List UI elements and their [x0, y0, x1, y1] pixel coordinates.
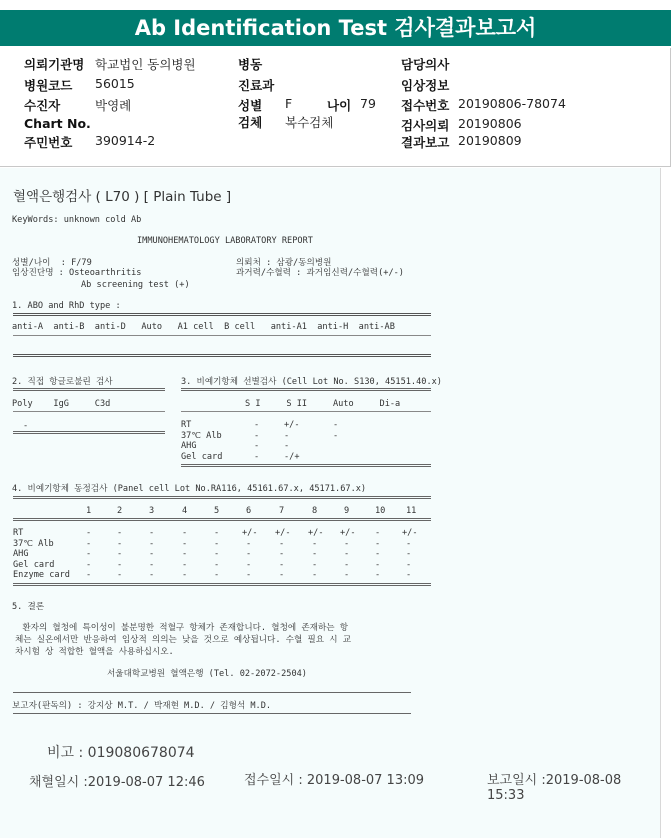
panel-cell: -	[279, 559, 285, 570]
sex-age-line: 성별/나이 : F/79	[12, 258, 92, 268]
screen-title: 3. 비예기항체 선별검사 (Cell Lot No. S130, 45151.40.x)	[181, 377, 442, 387]
divider	[13, 431, 165, 434]
divider	[13, 496, 431, 499]
reported-time: 보고일시 :2019-08-08 15:33	[487, 773, 622, 803]
panel-row-label: Gel card	[13, 559, 55, 570]
report-title: Ab Identification Test 검사결과보고서	[134, 16, 537, 40]
report-body	[0, 168, 661, 838]
abo-title: 1. ABO and RhD type :	[12, 301, 121, 311]
received-time: 접수일시 : 2019-08-07 13:09	[244, 773, 425, 788]
specimen-label: 검체	[238, 115, 263, 130]
requester-value: 학교법인 동의병원	[95, 57, 196, 72]
reporter-line: 보고자(판독의) : 강지상 M.T. / 박재현 M.D. / 김형석 M.D.	[12, 701, 272, 711]
specimen-value: 복수검체	[285, 115, 334, 130]
info-row	[0, 116, 670, 134]
panel-column-header: 6	[246, 506, 252, 516]
panel-column-header: 5	[214, 506, 220, 516]
hospital-code-value: 56015	[95, 76, 135, 91]
screen-cell: -	[254, 441, 260, 451]
panel-column-header: 1	[86, 506, 92, 516]
panel-cell: -	[344, 549, 350, 559]
requester-line: 의뢰처 : 삼광/동의병원	[236, 258, 332, 268]
resident-no-label: 주민번호	[24, 135, 73, 150]
panel-cell: +/-	[340, 528, 356, 538]
report-header	[0, 10, 671, 46]
abo-header: anti-A anti-B anti-D Auto A1 cell B cell anti-A1 anti-H anti-AB	[12, 322, 395, 332]
panel-row-label: RT	[13, 528, 24, 538]
panel-cell: -	[149, 538, 155, 549]
clinical-info-label: 임상정보	[401, 78, 450, 93]
panel-cell: -	[117, 538, 123, 549]
panel-cell: -	[117, 549, 123, 559]
panel-cell: -	[246, 570, 252, 580]
panel-cell: -	[312, 559, 318, 570]
conclusion-line-2: 체는 실온에서만 반응하여 임상적 의의는 낮을 것으로 예상됩니다. 수혈 필요 시 교	[15, 635, 352, 645]
divider	[13, 583, 431, 586]
panel-title: 4. 비예기항체 동정검사 (Panel cell Lot No.RA116, 45161.67.x, 45171.67.x)	[12, 484, 367, 494]
panel-column-header: 4	[182, 506, 188, 516]
panel-cell: -	[406, 549, 412, 559]
test-request-label: 검사의뢰	[401, 118, 450, 133]
panel-cell: -	[375, 559, 381, 570]
screen-row-label: RT	[181, 420, 192, 430]
panel-cell: -	[406, 538, 412, 549]
dat-title: 2. 직접 항글로불린 검사	[12, 377, 113, 387]
panel-cell: +/-	[242, 528, 258, 538]
panel-cell: -	[182, 570, 188, 580]
panel-cell: -	[246, 559, 252, 570]
panel-cell: +/-	[275, 528, 291, 538]
panel-cell: -	[312, 570, 318, 580]
panel-cell: -	[117, 570, 123, 580]
screen-cell: -	[333, 420, 339, 430]
panel-cell: -	[214, 549, 220, 559]
panel-column-header: 7	[279, 506, 285, 516]
screen-row-label: 37℃ Alb	[181, 430, 222, 441]
screening-line: Ab screening test (+)	[81, 280, 190, 290]
section-title: 혈액은행검사 ( L70 ) [ Plain Tube ]	[13, 189, 232, 205]
age-label: 나이	[327, 98, 352, 113]
panel-cell: -	[312, 538, 318, 549]
panel-cell: -	[214, 570, 220, 580]
panel-cell: +/-	[308, 528, 324, 538]
divider	[13, 713, 411, 714]
panel-cell: -	[246, 549, 252, 559]
panel-column-header: 3	[149, 506, 155, 516]
diagnosis-line: 임상진단명 : Osteoarthritis	[12, 268, 142, 278]
lab-report-title: IMMUNOHEMATOLOGY LABORATORY REPORT	[137, 236, 313, 246]
requester-label: 의뢰기관명	[24, 57, 85, 72]
panel-cell: -	[279, 549, 285, 559]
panel-column-header: 10	[375, 506, 386, 516]
panel-cell: -	[182, 528, 188, 538]
panel-cell: -	[182, 549, 188, 559]
panel-cell: -	[312, 549, 318, 559]
doctor-label: 담당의사	[401, 57, 450, 72]
panel-cell: -	[406, 559, 412, 570]
panel-cell: -	[149, 528, 155, 538]
conclusion-line-3: 차시험 상 적합한 혈액을 사용하십시오.	[15, 647, 174, 657]
history-line: 과거력/수혈력 : 과거임신력/수혈력(+/-)	[236, 268, 404, 278]
panel-cell: -	[214, 528, 220, 538]
info-row	[0, 76, 670, 94]
test-request-value: 20190806	[458, 116, 522, 131]
panel-cell: -	[279, 538, 285, 549]
chart-no-label: Chart No.	[24, 116, 91, 131]
panel-cell: -	[375, 528, 381, 538]
dat-header: Poly IgG C3d	[12, 399, 111, 409]
panel-cell: -	[344, 559, 350, 570]
screen-cell: -/+	[284, 451, 300, 462]
receipt-no-value: 20190806-78074	[458, 96, 566, 111]
panel-cell: -	[117, 559, 123, 570]
panel-cell: -	[344, 570, 350, 580]
divider	[13, 518, 431, 521]
note-line: 비고 : 019080678074	[47, 745, 195, 761]
panel-column-header: 11	[406, 506, 417, 516]
panel-cell: +/-	[402, 528, 418, 538]
hospital-code-label: 병원코드	[24, 78, 73, 93]
panel-cell: -	[86, 549, 92, 559]
bloodbank-line: 서울대학교병원 혈액은행 (Tel. 02-2072-2504)	[107, 669, 307, 679]
screen-cell: -	[254, 430, 260, 441]
divider	[181, 388, 431, 391]
divider	[13, 335, 431, 336]
screen-cell: -	[284, 441, 290, 451]
panel-cell: -	[214, 538, 220, 549]
screen-cell: -	[254, 451, 260, 462]
panel-cell: -	[86, 528, 92, 538]
collected-time: 채혈일시 :2019-08-07 12:46	[29, 775, 205, 790]
panel-column-header: 9	[344, 506, 350, 516]
screen-cell: +/-	[284, 420, 300, 430]
panel-column-header: 8	[312, 506, 318, 516]
panel-cell: -	[182, 538, 188, 549]
panel-cell: -	[149, 570, 155, 580]
sex-label: 성별	[238, 98, 263, 113]
patient-value: 박영례	[95, 98, 132, 113]
info-row	[0, 55, 670, 73]
department-label: 진료과	[238, 78, 275, 93]
panel-cell: -	[406, 570, 412, 580]
panel-row-label: AHG	[13, 549, 29, 559]
panel-cell: -	[344, 538, 350, 549]
divider	[181, 411, 431, 412]
panel-cell: -	[86, 538, 92, 549]
conclusion-title: 5. 결론	[12, 602, 45, 612]
panel-row-label: 37℃ Alb	[13, 538, 54, 549]
screen-header: S I S II Auto Di-a	[245, 399, 401, 409]
divider	[181, 464, 431, 467]
conclusion-line-1: 환자의 혈청에 특이성이 불분명한 적혈구 항체가 존재합니다. 혈청에 존재하는 항	[12, 623, 349, 633]
panel-cell: -	[149, 559, 155, 570]
divider	[13, 354, 431, 357]
panel-cell: -	[375, 538, 381, 549]
ward-label: 병동	[238, 57, 263, 72]
panel-cell: -	[246, 538, 252, 549]
divider	[13, 411, 165, 412]
info-row	[0, 133, 670, 151]
age-value: 79	[360, 96, 376, 111]
screen-row-label: AHG	[181, 441, 197, 451]
divider	[13, 313, 431, 316]
resident-no-value: 390914-2	[95, 133, 156, 148]
panel-cell: -	[375, 549, 381, 559]
result-report-value: 20190809	[458, 133, 522, 148]
panel-cell: -	[375, 570, 381, 580]
panel-cell: -	[149, 549, 155, 559]
screen-cell: -	[333, 430, 339, 441]
panel-cell: -	[214, 559, 220, 570]
receipt-no-label: 접수번호	[401, 98, 450, 113]
panel-column-header: 2	[117, 506, 123, 516]
keywords: KeyWords: unknown cold Ab	[12, 215, 142, 225]
result-report-label: 결과보고	[401, 135, 450, 150]
divider	[13, 388, 165, 391]
screen-cell: -	[254, 420, 260, 430]
panel-cell: -	[117, 528, 123, 538]
dat-value: -	[23, 421, 29, 431]
panel-row-label: Enzyme card	[13, 570, 70, 580]
screen-row-label: Gel card	[181, 451, 223, 462]
patient-info-panel	[0, 48, 671, 167]
panel-cell: -	[182, 559, 188, 570]
panel-cell: -	[86, 559, 92, 570]
sex-value: F	[285, 96, 293, 111]
panel-cell: -	[86, 570, 92, 580]
panel-cell: -	[279, 570, 285, 580]
divider	[13, 692, 411, 693]
screen-cell: -	[284, 430, 290, 441]
info-row	[0, 96, 670, 114]
patient-label: 수진자	[24, 98, 61, 113]
